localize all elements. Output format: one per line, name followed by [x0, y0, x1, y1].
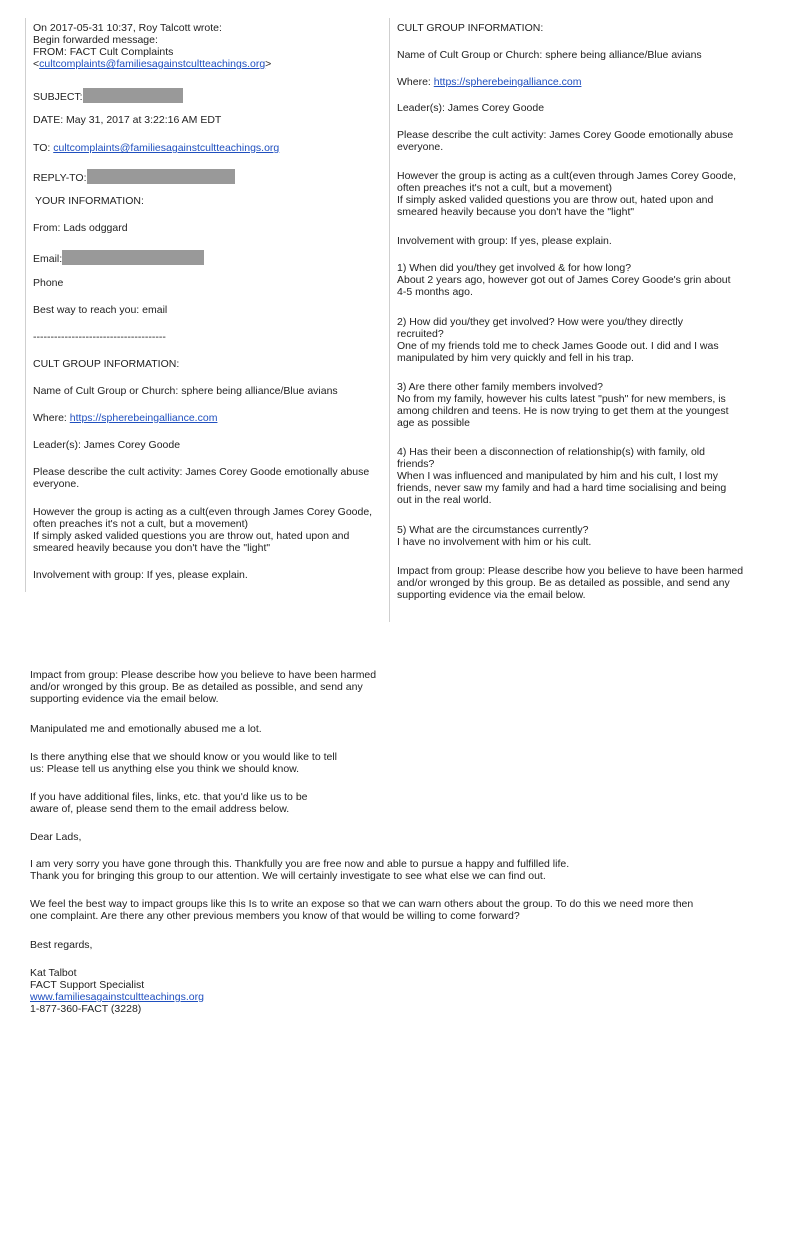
however-line-1: However the group is acting as a cult(even through James Corey Goode,	[397, 170, 737, 182]
where-url-link[interactable]: https://spherebeingalliance.com	[433, 76, 582, 88]
involvement-line: Involvement with group: If yes, please explain.	[397, 235, 612, 247]
impact-line-3: supporting evidence via the email below.	[30, 693, 219, 705]
q4-line-3: When I was influenced and manipulated by him and his cult, I lost my	[397, 470, 718, 482]
signature-url-link[interactable]: www.familiesagainstcultteachings.org	[30, 991, 204, 1003]
q4-line-4: friends, never saw my family and had a hard time socialising and being	[397, 482, 727, 494]
q2-line-2: recruited?	[397, 328, 444, 340]
date-line: DATE: May 31, 2017 at 3:22:16 AM EDT	[33, 114, 222, 126]
manipulated-line: Manipulated me and emotionally abused me a lot.	[30, 723, 262, 735]
reply-to-line	[33, 169, 235, 185]
signature-name: Kat Talbot	[30, 967, 77, 979]
greeting-line: Dear Lads,	[30, 831, 82, 843]
describe-line-2: everyone.	[397, 141, 444, 153]
q3-line-4: age as possible	[397, 417, 470, 429]
leaders-line: Leader(s): James Corey Goode	[397, 102, 545, 114]
q3-line-2: No from my family, however his cults latest "push" for new members, is	[397, 393, 726, 405]
q3-line-1: 3) Are there other family members involved?	[397, 381, 604, 393]
however-line-3: If simply asked valided questions you are throw out, hated upon and	[397, 194, 714, 206]
files-line-2: aware of, please send them to the email address below.	[30, 803, 290, 815]
impact-line-1: Impact from group: Please describe how you believe to have been harmed	[30, 669, 377, 681]
describe-line-1: Please describe the cult activity: James Corey Goode emotionally abuse	[397, 129, 734, 141]
feel-line-1: We feel the best way to impact groups like this Is to write an expose so that we can warn others about the group. To do this we need more then	[30, 898, 694, 910]
where-label: Where:	[33, 412, 67, 424]
header-forwarded-line: Begin forwarded message:	[33, 34, 158, 46]
involvement-line: Involvement with group: If yes, please explain.	[33, 569, 248, 581]
email-label: Email:	[33, 253, 63, 265]
cult-info-heading: CULT GROUP INFORMATION:	[33, 358, 180, 370]
to-email-link[interactable]: cultcomplaints@familiesagainstcultteachings.org	[53, 142, 280, 154]
from-email-line	[33, 58, 271, 71]
however-line-1: However the group is acting as a cult(even through James Corey Goode,	[33, 506, 373, 518]
q1-line-2: About 2 years ago, however got out of James Corey Goode's grin about	[397, 274, 731, 286]
where-line	[33, 412, 217, 425]
cult-info-heading: CULT GROUP INFORMATION:	[397, 22, 544, 34]
q1-line-3: 4-5 months ago.	[397, 286, 473, 298]
left-email-column	[25, 18, 391, 592]
however-line-4: smeared heavily because you don't have the "light"	[33, 542, 271, 554]
phone-line: Phone	[33, 277, 64, 289]
sorry-line-1: I am very sorry you have gone through this. Thankfully you are free now and able to pursue a happy and fulfilled life.	[30, 858, 570, 870]
reply-to-label: REPLY-TO:	[33, 172, 87, 184]
regards-line: Best regards,	[30, 939, 93, 951]
however-line-3: If simply asked valided questions you are throw out, hated upon and	[33, 530, 350, 542]
to-label: TO:	[33, 142, 51, 154]
divider-line: --------------------------------------	[33, 331, 166, 343]
right-email-column	[389, 18, 777, 622]
q4-line-1: 4) Has their been a disconnection of relationship(s) with family, old	[397, 446, 705, 458]
q1-line-1: 1) When did you/they get involved & for how long?	[397, 262, 632, 274]
where-url-link[interactable]: https://spherebeingalliance.com	[69, 412, 218, 424]
group-name-line: Name of Cult Group or Church: sphere being alliance/Blue avians	[33, 385, 338, 397]
email-line	[33, 250, 204, 266]
however-line-2: often preaches it's not a cult, but a movement)	[33, 518, 249, 530]
header-wrote-line: On 2017-05-31 10:37, Roy Talcott wrote:	[33, 22, 222, 34]
leaders-line: Leader(s): James Corey Goode	[33, 439, 181, 451]
to-line	[33, 142, 279, 155]
reply-to-redaction	[87, 169, 235, 184]
sorry-line-2: Thank you for bringing this group to our attention. We will certainly investigate to see what else we can find out.	[30, 870, 546, 882]
subject-label: SUBJECT:	[33, 91, 83, 103]
files-line-1: If you have additional files, links, etc. that you'd like us to be	[30, 791, 308, 803]
feel-line-2: one complaint. Are there any other previous members you know of that would be willing to come forward?	[30, 910, 520, 922]
anything-else-line-1: Is there anything else that we should know or you would like to tell	[30, 751, 338, 763]
signature-phone: 1-877-360-FACT (3228)	[30, 1003, 142, 1015]
impact-line-2: and/or wronged by this group. Be as detailed as possible, and send any	[397, 577, 730, 589]
group-name-line: Name of Cult Group or Church: sphere being alliance/Blue avians	[397, 49, 702, 61]
best-way-line: Best way to reach you: email	[33, 304, 168, 316]
subject-line	[33, 88, 183, 104]
however-line-4: smeared heavily because you don't have the "light"	[397, 206, 635, 218]
signature-title: FACT Support Specialist	[30, 979, 145, 991]
from-email-close: >	[265, 58, 272, 70]
from-name-line: From: Lads odggard	[33, 222, 128, 234]
subject-redaction	[83, 88, 183, 103]
where-label: Where:	[397, 76, 431, 88]
q2-line-3: One of my friends told me to check James Goode out. I did and I was	[397, 340, 719, 352]
q4-line-5: out in the real world.	[397, 494, 492, 506]
impact-line-2: and/or wronged by this group. Be as detailed as possible, and send any	[30, 681, 363, 693]
email-redaction	[62, 250, 204, 265]
q2-line-1: 2) How did you/they get involved? How were you/they directly	[397, 316, 683, 328]
q5-line-2: I have no involvement with him or his cult.	[397, 536, 592, 548]
however-line-2: often preaches it's not a cult, but a movement)	[397, 182, 613, 194]
q5-line-1: 5) What are the circumstances currently?	[397, 524, 589, 536]
impact-line-3: supporting evidence via the email below.	[397, 589, 586, 601]
describe-line-2: everyone.	[33, 478, 80, 490]
from-email-open: <	[33, 58, 40, 70]
describe-line-1: Please describe the cult activity: James Corey Goode emotionally abuse	[33, 466, 370, 478]
q4-line-2: friends?	[397, 458, 435, 470]
from-line: FROM: FACT Cult Complaints	[33, 46, 174, 58]
anything-else-line-2: us: Please tell us anything else you think we should know.	[30, 763, 300, 775]
q2-line-4: manipulated by him very quickly and fell in his trap.	[397, 352, 634, 364]
your-information-heading: YOUR INFORMATION:	[35, 195, 144, 207]
where-line	[397, 76, 581, 89]
impact-line-1: Impact from group: Please describe how you believe to have been harmed	[397, 565, 744, 577]
from-email-link[interactable]: cultcomplaints@familiesagainstcultteachings.org	[39, 58, 266, 70]
q3-line-3: among children and teens. He is now trying to get them at the youngest	[397, 405, 729, 417]
